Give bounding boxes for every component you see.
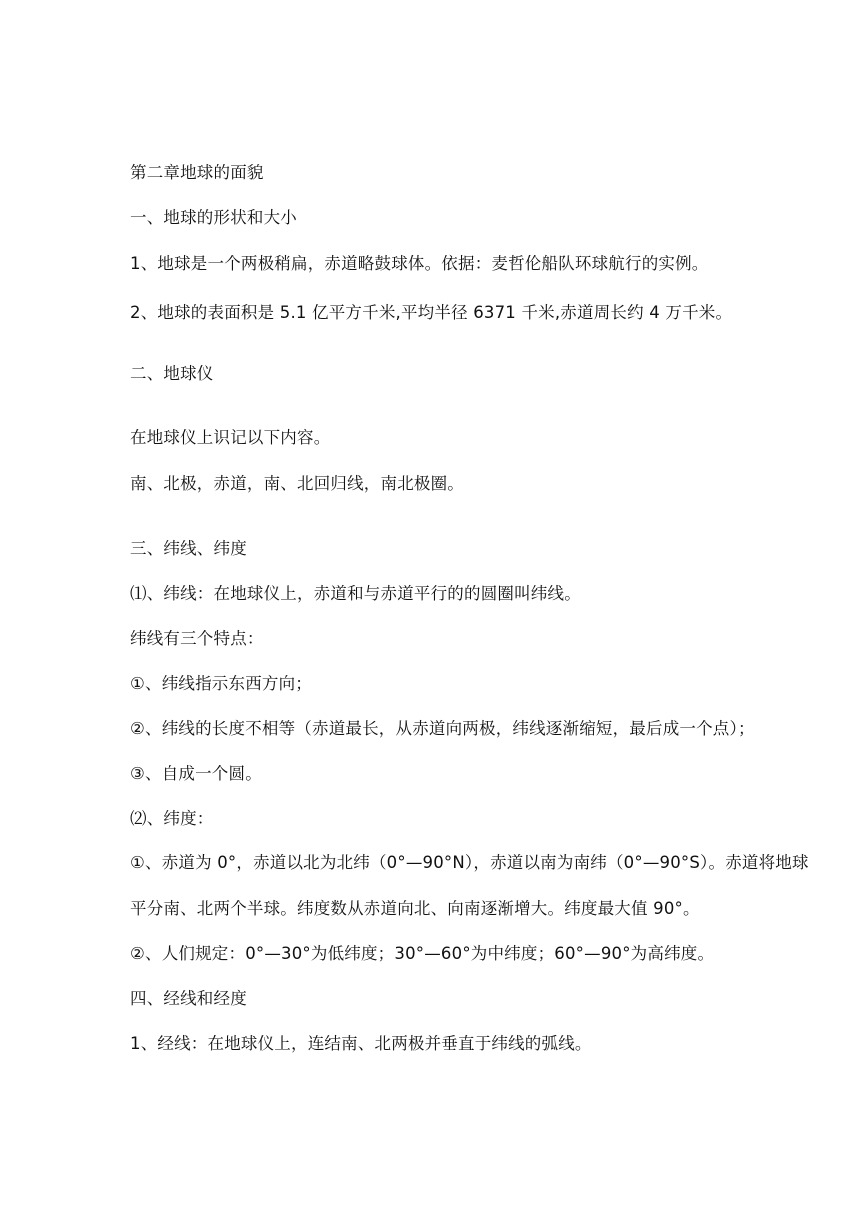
paragraph: ⑵、纬度：: [130, 809, 214, 828]
list-item: ①、纬线指示东西方向；: [130, 674, 312, 693]
list-item: ②、人们规定：0°—30°为低纬度；30°—60°为中纬度；60°—90°为高纬度。: [130, 944, 715, 963]
section-heading: 二、地球仪: [130, 364, 214, 383]
paragraph: 纬线有三个特点：: [130, 629, 264, 648]
paragraph: 平分南、北两个半球。纬度数从赤道向北、向南逐渐增大。纬度最大值 90°。: [130, 899, 700, 918]
paragraph: 在地球仪上识记以下内容。: [130, 428, 331, 447]
chapter-title: 第二章地球的面貌: [130, 163, 264, 182]
section-heading: 一、地球的形状和大小: [130, 208, 297, 227]
paragraph: 2、地球的表面积是 5.1 亿平方千米,平均半径 6371 千米,赤道周长约 4 万千米。: [130, 303, 733, 322]
paragraph: ⑴、纬线：在地球仪上，赤道和与赤道平行的的圆圈叫纬线。: [130, 584, 581, 603]
paragraph: 南、北极，赤道，南、北回归线，南北极圈。: [130, 474, 464, 493]
list-item: ③、自成一个圆。: [130, 764, 262, 783]
section-heading: 四、经线和经度: [130, 989, 247, 1008]
list-item: ②、纬线的长度不相等（赤道最长，从赤道向两极，纬线逐渐缩短，最后成一个点）；: [130, 719, 755, 738]
paragraph: 1、经线：在地球仪上，连结南、北两极并垂直于纬线的弧线。: [130, 1034, 592, 1053]
section-heading: 三、纬线、纬度: [130, 539, 247, 558]
paragraph: 1、地球是一个两极稍扁，赤道略鼓球体。依据：麦哲伦船队环球航行的实例。: [130, 254, 709, 273]
list-item: ①、赤道为 0°，赤道以北为北纬（0°—90°N），赤道以南为南纬（0°—90°S）。赤道将地球: [130, 853, 809, 872]
